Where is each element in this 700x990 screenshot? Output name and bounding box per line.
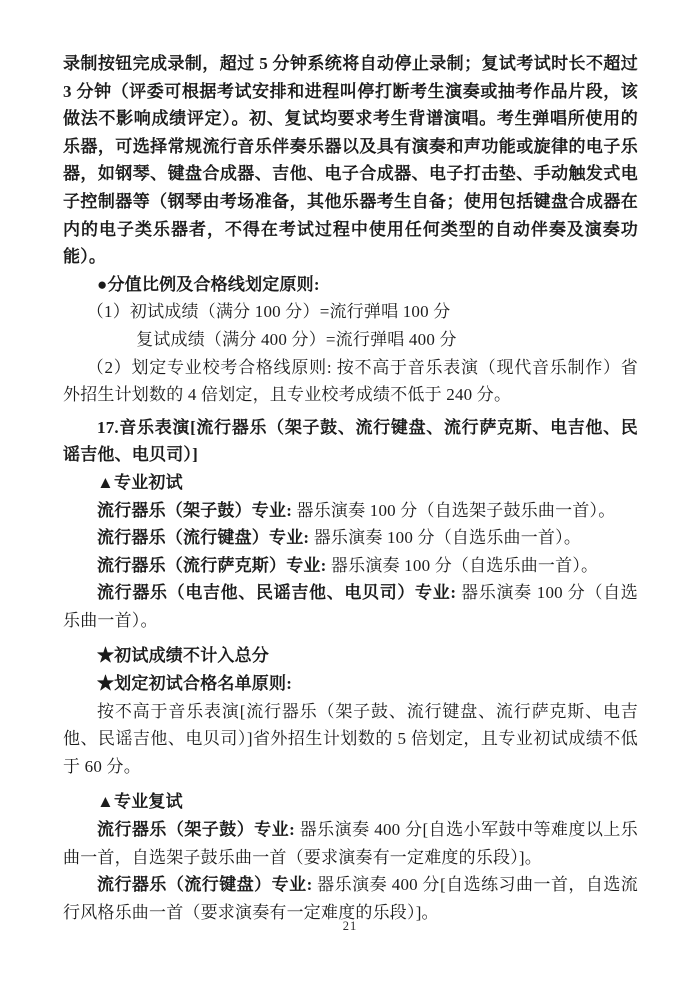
- specialty-requirement: 器乐演奏 100 分（自选乐曲一首）。: [309, 528, 582, 548]
- specialty-label: 流行器乐（流行萨克斯）专业:: [97, 555, 327, 575]
- star-note-score-not-counted: ★初试成绩不计入总分: [97, 646, 269, 666]
- page-number: 21: [342, 919, 358, 933]
- score-rule-2: （2）划定专业校考合格线原则: 按不高于音乐表演（现代音乐制作）省外招生计划数的 4 倍划定，且专业校考成绩不低于 240 分。: [63, 357, 638, 405]
- specialty-label: 流行器乐（电吉他、民谣吉他、电贝司）专业:: [97, 583, 457, 603]
- score-rule-1-second-exam: 复试成绩（满分 400 分）=流行弹唱 400 分: [136, 329, 457, 349]
- specialty-requirement: 器乐演奏 400 分[自选小军鼓中等难度以上乐曲一首，自选架子鼓乐曲一首（要求演奏有一定难度的乐段）]。: [63, 820, 638, 867]
- specialty-label: 流行器乐（流行键盘）专业:: [97, 528, 310, 548]
- specialty-label: 流行器乐（流行键盘）专业:: [97, 875, 313, 895]
- section-17-title: 17.音乐表演[流行器乐（架子鼓、流行键盘、流行萨克斯、电吉他、民谣吉他、电贝司）]: [63, 417, 638, 465]
- specialty-requirement: 器乐演奏 100 分（自选乐曲一首）。: [63, 583, 638, 630]
- second-exam-item-drums: [63, 816, 638, 871]
- second-exam-heading: ▲专业复试: [97, 792, 183, 812]
- star-note-qualified-list-rule: ★划定初试合格名单原则:: [97, 674, 293, 694]
- specialty-requirement: 器乐演奏 100 分（自选乐曲一首）。: [326, 555, 599, 575]
- specialty-requirement: 器乐演奏 400 分[自选练习曲一首，自选流行风格乐曲一首（要求演奏有一定难度的乐段）]。: [63, 875, 639, 922]
- first-exam-qualification-rule: 按不高于音乐表演[流行器乐（架子鼓、流行键盘、流行萨克斯、电吉他、民谣吉他、电贝司）]省外招生计划数的 5 倍划定，且专业初试成绩不低于 60 分。: [63, 701, 638, 776]
- first-exam-item-drums: [63, 497, 638, 525]
- specialty-label: 流行器乐（架子鼓）专业:: [97, 820, 295, 840]
- score-rules-heading: ●分值比例及合格线划定原则:: [97, 274, 320, 294]
- specialty-requirement: 器乐演奏 100 分（自选架子鼓乐曲一首）。: [292, 500, 616, 520]
- intro-paragraph: 录制按钮完成录制，超过 5 分钟系统将自动停止录制；复试考试时长不超过 3 分钟（评委可根据考试安排和进程叫停打断考生演奏或抽考作品片段，该做法不影响成绩评定）。初、复试均要求考生背谱演唱。考生弹唱所使用的乐器，可选择常规流行音乐伴奏乐器以及具有演奏和声功能或旋律的电子乐器，如钢琴、键盘合成器、吉他、电子合成器、电子打击垫、手动触发式电子控制器等（钢琴由考场准备，其他乐器考生自备；使用包括键盘合成器在内的电子类乐器者，不得在考试过程中使用任何类型的自动伴奏及演奏功能）。: [63, 54, 638, 267]
- first-exam-item-keyboard: [63, 524, 638, 552]
- score-rule-1-first-exam: （1）初试成绩（满分 100 分）=流行弹唱 100 分: [86, 302, 451, 322]
- document-body: [63, 50, 638, 926]
- first-exam-heading: ▲专业初试: [97, 472, 183, 492]
- specialty-label: 流行器乐（架子鼓）专业:: [97, 500, 293, 520]
- first-exam-item-guitar-bass: [63, 579, 638, 634]
- first-exam-item-saxophone: [63, 552, 638, 580]
